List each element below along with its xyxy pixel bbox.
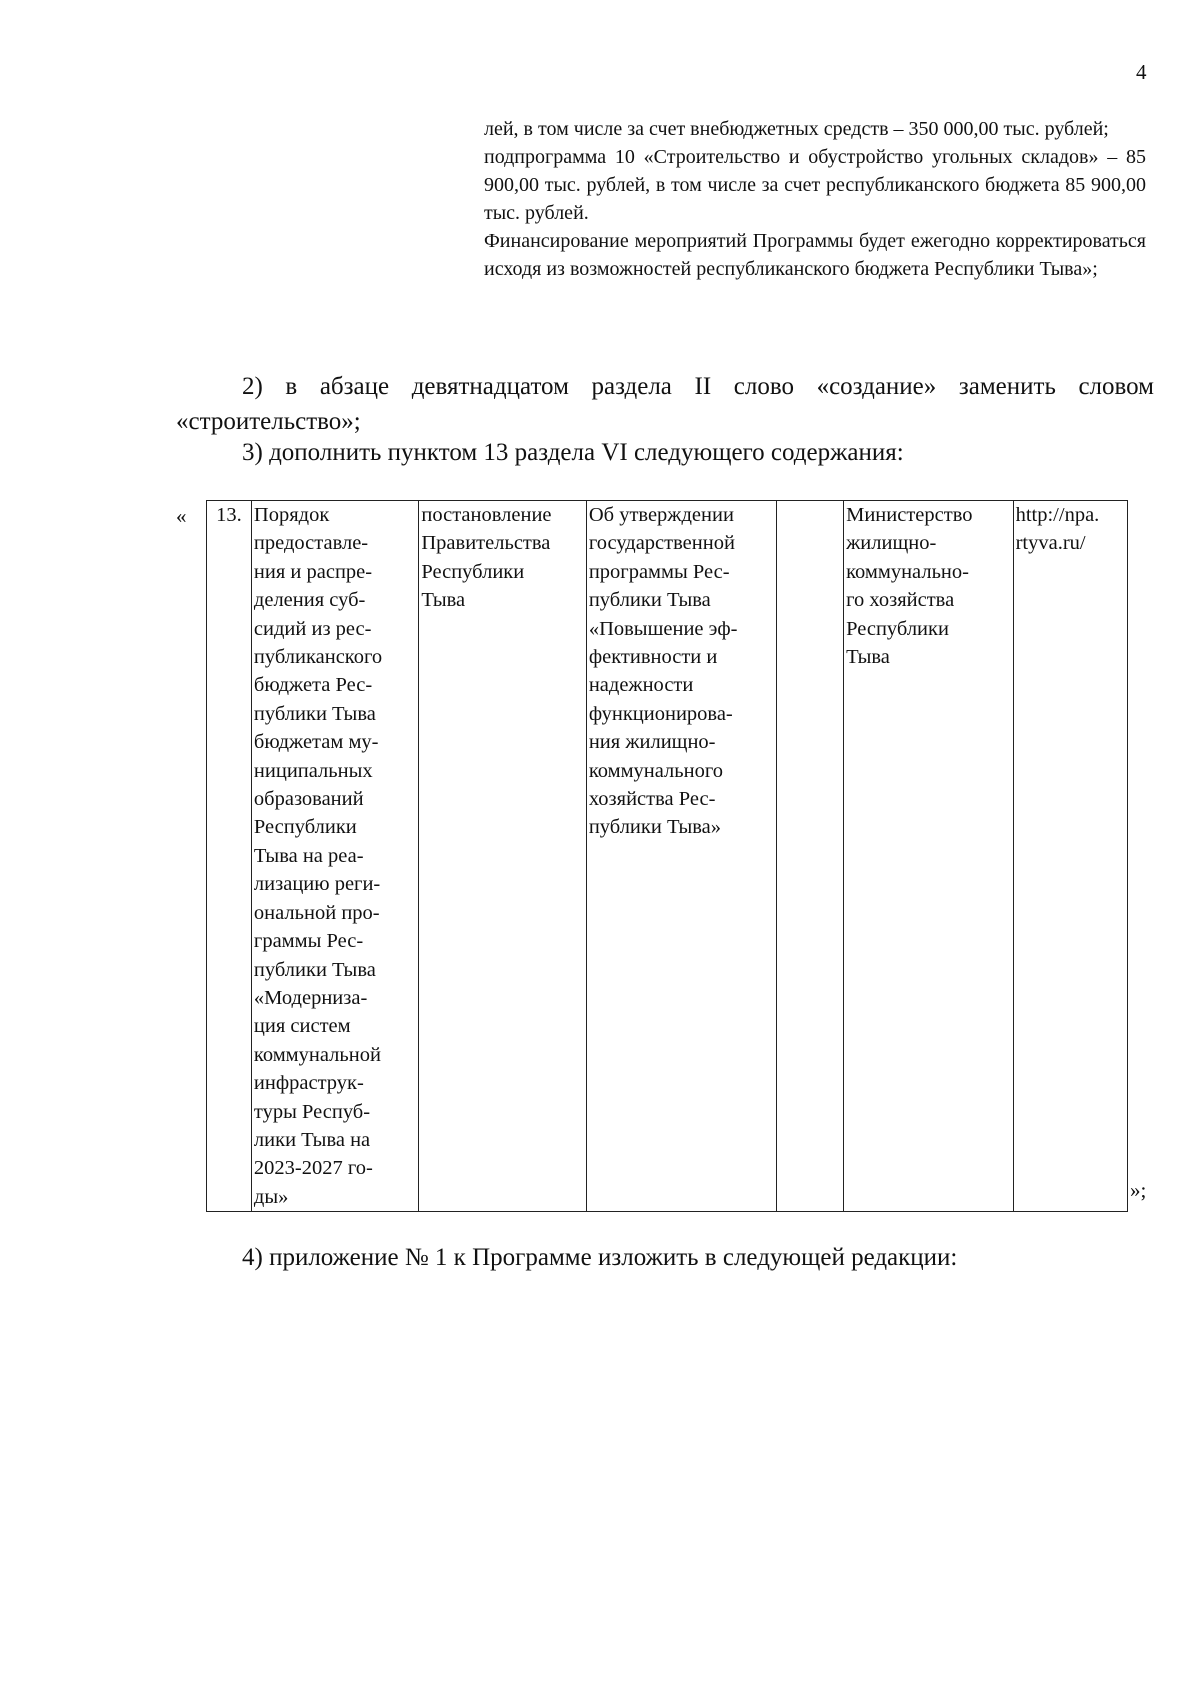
table-row (207, 501, 1128, 1212)
table-open-quote: « (176, 504, 187, 528)
quoted-passport-excerpt (484, 115, 1146, 283)
amendment-3-text: 3) дополнить пунктом 13 раздела VI следующего содержания: (242, 439, 904, 466)
amendment-4-text: 4) приложение № 1 к Программе изложить в следующей редакции: (242, 1244, 958, 1271)
page-number: 4 (1136, 60, 1147, 84)
cell-act-type: постановление Правительства Республики Тыва (419, 501, 586, 1212)
amendment-paragraph-2 (176, 369, 1154, 439)
cell-publication-url: http://npa. rtyva.ru/ (1013, 501, 1127, 1212)
cell-empty (776, 501, 843, 1212)
cell-responsible-organization: Министерство жилищно- коммунально- го хозяйства Республики Тыва (844, 501, 1013, 1212)
amendment-paragraph-4 (176, 1240, 1154, 1275)
quote-line-subprogram-10: подпрограмма 10 «Строительство и обустройство угольных складов» – 85 900,00 тыс. рублей, в том числе за счет республиканского бюджета 85 900,00 тыс. рублей. (484, 146, 1146, 224)
quote-line-financing-note: Финансирование мероприятий Программы будет ежегодно корректироваться исходя из возможностей республиканского бюджета Республики Тыва»; (484, 230, 1146, 280)
cell-item-number: 13. (207, 501, 252, 1212)
quote-line-extrabudget: лей, в том числе за счет внебюджетных средств – 350 000,00 тыс. рублей; (484, 118, 1109, 140)
amendment-2-text: 2) в абзаце девятнадцатом раздела II слово «создание» заменить словом «строительство»; (176, 373, 1154, 435)
table-close-quote: »; (1130, 1178, 1147, 1202)
section-vi-table (206, 500, 1128, 1212)
cell-document-name: Порядок предоставле- ния и распре- деления суб- сидий из рес- публиканского бюджета Рес- публики Тыва бюджетам му- ниципальных образований Республики Тыва на реа- лизацию реги- ональной про- граммы Рес- публики Тыва «Модерниза- ция систем коммунальной инфраструк- туры Респуб- лики Тыва на 2023-2027 го- ды» (251, 501, 418, 1212)
amendment-paragraph-3 (176, 435, 1154, 470)
cell-act-title: Об утверждении государственной программы Рес- публики Тыва «Повышение эф- фективности и надежности функционирова- ния жилищно- коммунального хозяйства Рес- публики Тыва» (586, 501, 776, 1212)
